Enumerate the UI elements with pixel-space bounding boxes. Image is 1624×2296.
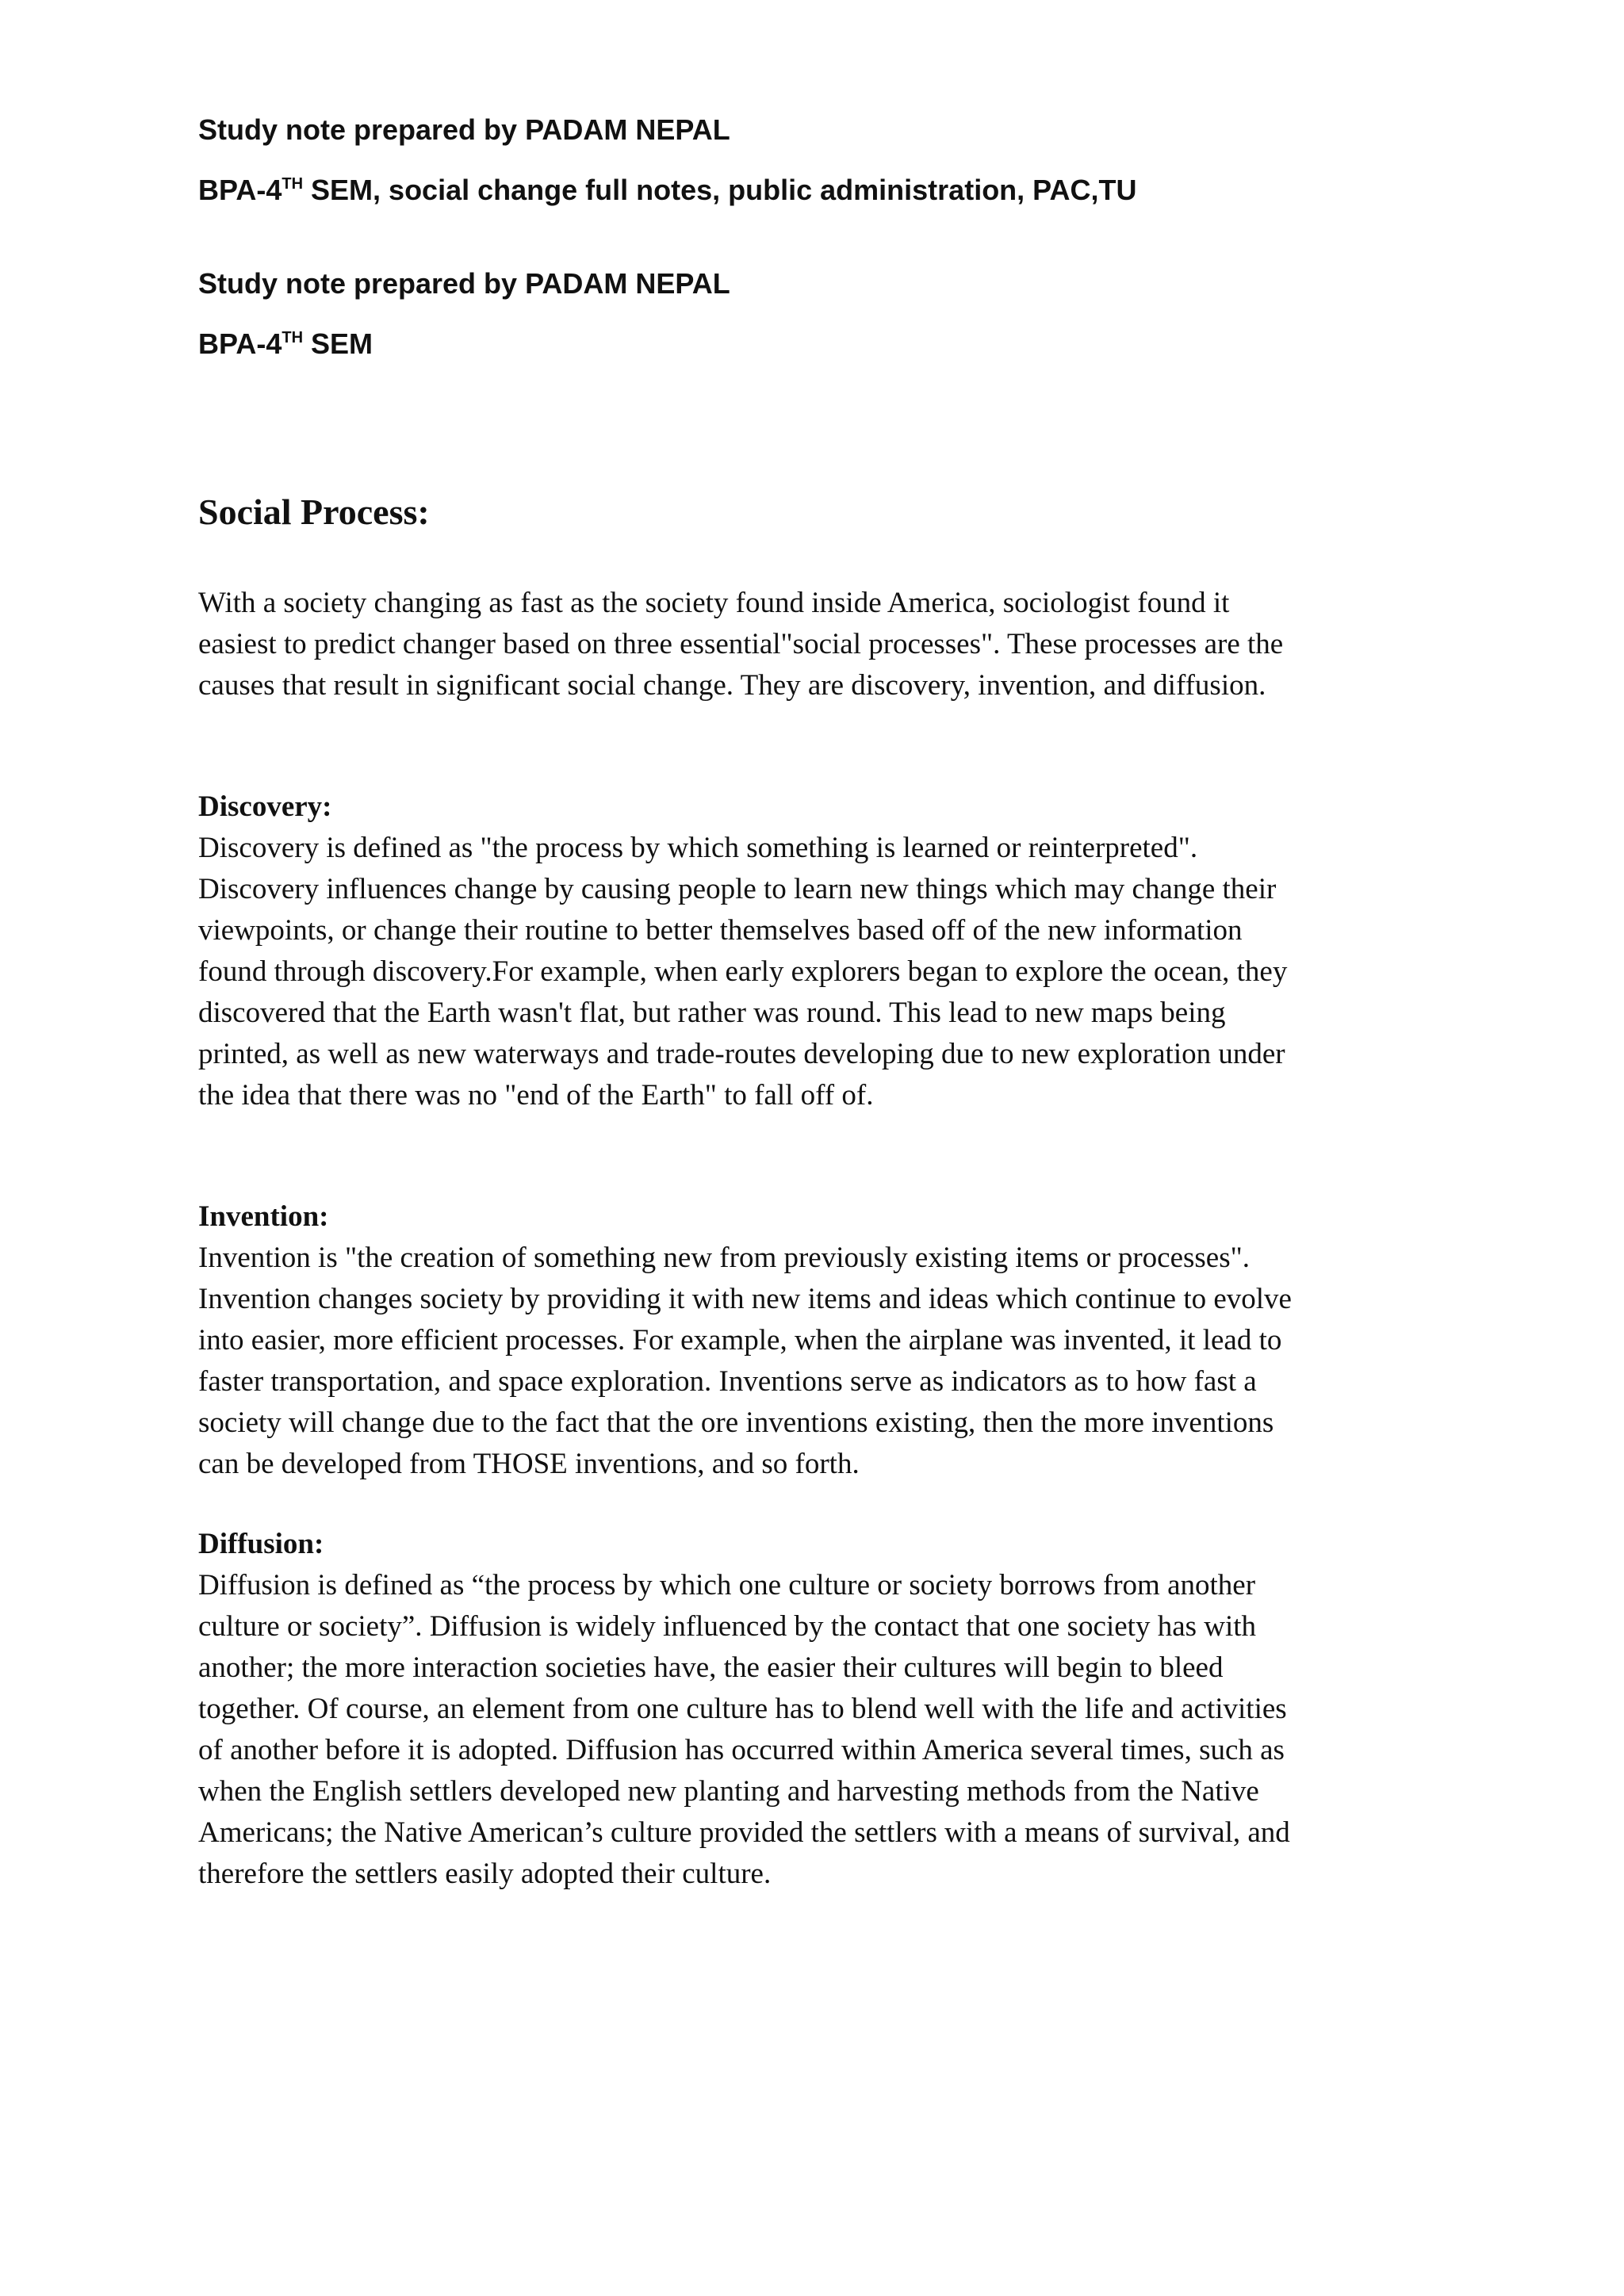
paragraph-line: another; the more interaction societies have, the easier their cultures will begin to bleed	[198, 1651, 1224, 1684]
semester-label: SEM	[303, 327, 373, 360]
paragraph-line: the idea that there was no "end of the Earth" to fall off of.	[198, 1079, 874, 1112]
paragraph-line: Invention changes society by providing it with new items and ideas which continue to evolve	[198, 1283, 1292, 1315]
paragraph-line: faster transportation, and space exploration. Inventions serve as indicators as to how fast a	[198, 1365, 1257, 1398]
intro-paragraph	[198, 583, 1283, 706]
paragraph-line: society will change due to the fact that the ore inventions existing, then the more inventions	[198, 1406, 1274, 1439]
header-author-line: Study note prepared by PADAM NEPAL	[198, 113, 730, 146]
paragraph-line: Invention is "the creation of something new from previously existing items or processes".	[198, 1242, 1250, 1274]
section-body-invention	[198, 1238, 1292, 1485]
paragraph-line: easiest to predict changer based on three essential"social processes". These processes are the	[198, 628, 1284, 660]
paragraph-line: found through discovery.For example, when early explorers began to explore the ocean, they	[198, 955, 1288, 988]
course-description: SEM, social change full notes, public administration, PAC,TU	[303, 174, 1137, 206]
course-code: BPA-4	[198, 327, 282, 360]
section-heading-invention: Invention:	[198, 1200, 329, 1233]
course-code: BPA-4	[198, 174, 282, 206]
section-body-discovery	[198, 828, 1287, 1116]
paragraph-line: Diffusion is defined as “the process by which one culture or society borrows from another	[198, 1569, 1256, 1601]
header-author-line-repeat: Study note prepared by PADAM NEPAL	[198, 267, 730, 300]
page-title: Social Process:	[198, 492, 430, 532]
paragraph-line: Discovery is defined as "the process by which something is learned or reinterpreted".	[198, 832, 1198, 864]
paragraph-line: of another before it is adopted. Diffusion has occurred within America several times, such as	[198, 1734, 1285, 1766]
ordinal-suffix: TH	[282, 175, 304, 193]
paragraph-line: causes that result in significant social change. They are discovery, invention, and diffusion.	[198, 669, 1266, 702]
paragraph-line: can be developed from THOSE inventions, and so forth.	[198, 1448, 860, 1480]
paragraph-line: therefore the settlers easily adopted their culture.	[198, 1858, 772, 1890]
section-heading-discovery: Discovery:	[198, 790, 332, 823]
header-course-line	[198, 173, 1137, 208]
paragraph-line: Americans; the Native American’s culture provided the settlers with a means of survival, and	[198, 1816, 1290, 1849]
ordinal-suffix: TH	[282, 329, 304, 346]
paragraph-line: when the English settlers developed new planting and harvesting methods from the Native	[198, 1775, 1259, 1808]
paragraph-line: printed, as well as new waterways and trade-routes developing due to new exploration under	[198, 1038, 1285, 1070]
paragraph-line: viewpoints, or change their routine to better themselves based off of the new information	[198, 914, 1243, 947]
paragraph-line: With a society changing as fast as the society found inside America, sociologist found it	[198, 587, 1230, 619]
paragraph-line: together. Of course, an element from one culture has to blend well with the life and activities	[198, 1693, 1287, 1725]
section-heading-diffusion: Diffusion:	[198, 1528, 324, 1560]
section-body-diffusion	[198, 1565, 1290, 1895]
paragraph-line: discovered that the Earth wasn't flat, but rather was round. This lead to new maps being	[198, 997, 1226, 1029]
paragraph-line: culture or society”. Diffusion is widely influenced by the contact that one society has with	[198, 1610, 1257, 1643]
paragraph-line: Discovery influences change by causing people to learn new things which may change their	[198, 873, 1277, 905]
paragraph-line: into easier, more efficient processes. For example, when the airplane was invented, it lead to	[198, 1324, 1282, 1357]
header-semester-line	[198, 327, 373, 362]
